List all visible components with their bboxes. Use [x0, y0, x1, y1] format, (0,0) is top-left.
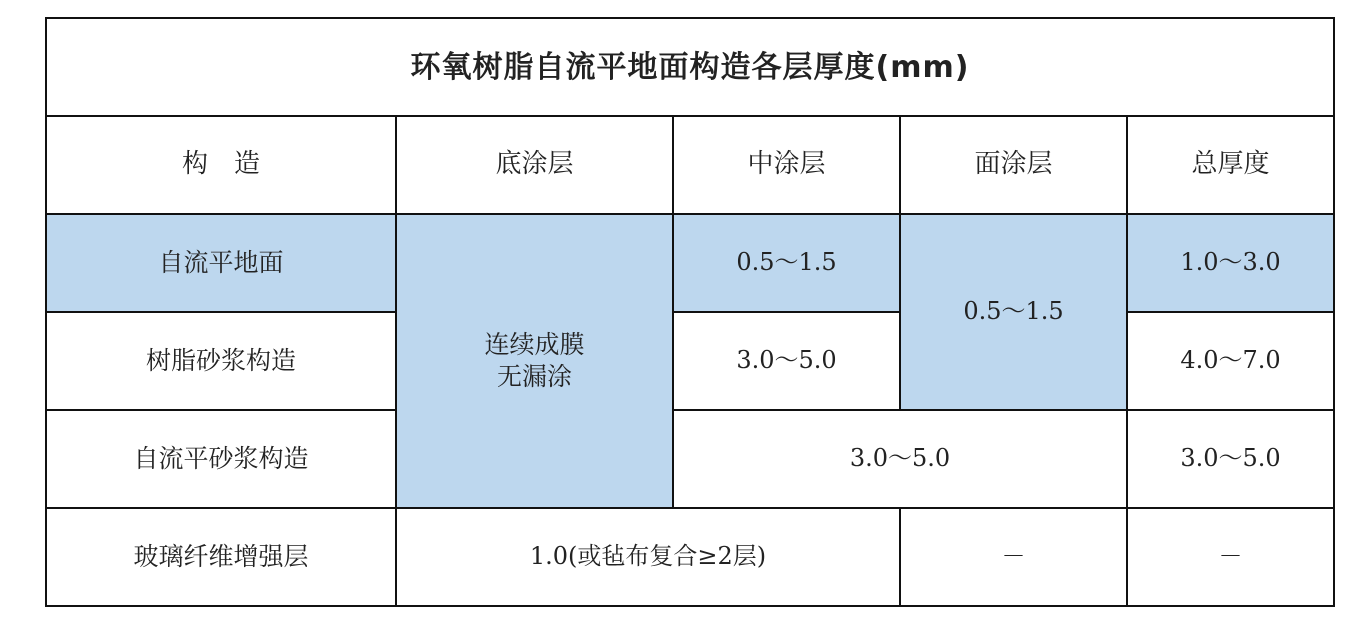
base-coat-line-1: 连续成膜: [484, 329, 585, 359]
total-thickness-value: 4.0～7.0: [1127, 312, 1334, 410]
header-middle-coat: 中涂层: [673, 116, 900, 214]
row-label-self-leveling: 自流平地面: [46, 214, 396, 312]
table-row: [46, 312, 1334, 410]
header-total-thickness: 总厚度: [1127, 116, 1334, 214]
base-coat-merged-cell: [396, 214, 673, 508]
header-row: [46, 116, 1334, 214]
middle-coat-value: 3.0～5.0: [673, 312, 900, 410]
top-coat-merged-cell: 0.5～1.5: [900, 214, 1127, 410]
table-row: [46, 508, 1334, 606]
top-coat-value: －: [900, 508, 1127, 606]
thickness-table: [45, 17, 1335, 607]
header-top-coat: 面涂层: [900, 116, 1127, 214]
total-thickness-value: 1.0～3.0: [1127, 214, 1334, 312]
table-row: [46, 410, 1334, 508]
middle-coat-value: 0.5～1.5: [673, 214, 900, 312]
total-thickness-value: －: [1127, 508, 1334, 606]
total-thickness-value: 3.0～5.0: [1127, 410, 1334, 508]
title-row: [46, 18, 1334, 116]
header-structure: 构 造: [46, 116, 396, 214]
thickness-table-wrapper: [45, 17, 1335, 607]
row-label-resin-mortar: 树脂砂浆构造: [46, 312, 396, 410]
base-middle-merged-value: 1.0(或毡布复合≥2层): [396, 508, 900, 606]
header-base-coat: 底涂层: [396, 116, 673, 214]
row-label-fiberglass: 玻璃纤维增强层: [46, 508, 396, 606]
row-label-self-leveling-mortar: 自流平砂浆构造: [46, 410, 396, 508]
middle-top-coat-merged-value: 3.0～5.0: [673, 410, 1127, 508]
base-coat-line-2: 无漏涂: [496, 362, 572, 391]
table-row: [46, 214, 1334, 312]
table-title: 环氧树脂自流平地面构造各层厚度(mm): [46, 18, 1334, 116]
